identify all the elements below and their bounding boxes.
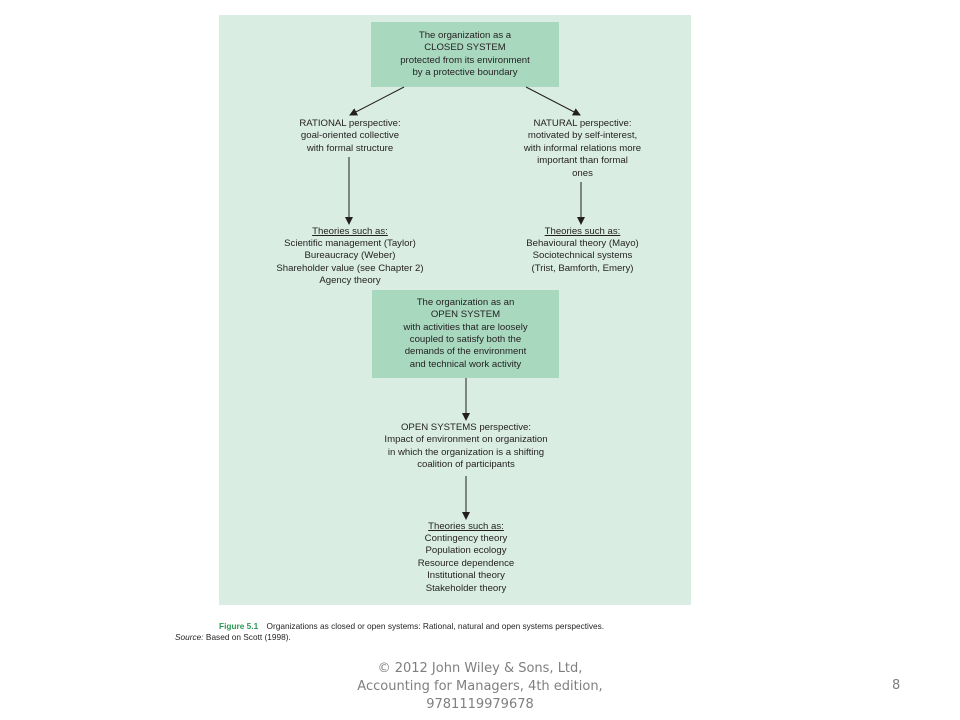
arrow-closed-to-natural — [526, 87, 580, 115]
rational-theories-heading: Theories such as: — [312, 226, 388, 237]
open-theories-heading: Theories such as: — [428, 521, 504, 532]
arrow-closed-to-rational — [350, 87, 404, 115]
open-perspective-text: OPEN SYSTEMS perspective: Impact of environment on organization in which the organization is a shifting coalition of participants — [384, 422, 548, 471]
slide-footer-credit — [330, 660, 630, 714]
figure-caption-text: Organizations as closed or open systems: Rational, natural and open systems perspectives. — [266, 621, 605, 631]
open-theories-list: Contingency theory Population ecology Resource dependence Institutional theory Stakeholder theory — [417, 533, 515, 594]
natural-theories-list: Behavioural theory (Mayo) Sociotechnical systems (Trist, Bamforth, Emery) — [526, 238, 639, 274]
closed-system-text: The organization as a CLOSED SYSTEM protected from its environment by a protective boundary — [400, 29, 530, 78]
rational-theories-list: Scientific management (Taylor) Bureaucracy (Weber) Shareholder value (see Chapter 2) Agency theory — [276, 238, 424, 287]
figure-caption — [175, 621, 695, 643]
figure-label: Figure 5.1 — [219, 621, 259, 631]
slide-page-number: 8 — [892, 678, 901, 693]
source-text: Based on Scott (1998). — [205, 632, 291, 642]
natural-perspective-text: NATURAL perspective: motivated by self-interest, with informal relations more important than formal ones — [523, 118, 642, 179]
natural-theories-heading: Theories such as: — [544, 226, 621, 237]
source-label: Source: — [175, 632, 204, 642]
rational-perspective-text: RATIONAL perspective: goal-oriented collective with formal structure — [299, 118, 401, 154]
open-system-text: The organization as an OPEN SYSTEM with activities that are loosely coupled to satisfy both the demands of the environment and technical work activity — [403, 296, 528, 370]
footer-credit-text: © 2012 John Wiley & Sons, Ltd, Accounting for Managers, 4th edition, 9781119979678 — [357, 661, 603, 712]
